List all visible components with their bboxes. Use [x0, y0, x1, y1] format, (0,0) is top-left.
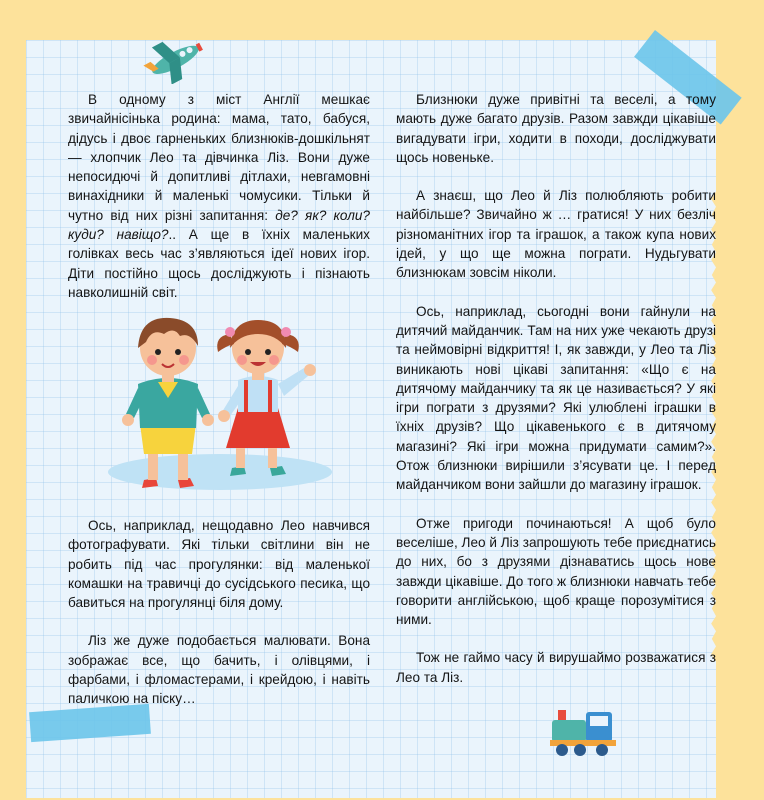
- questions-italic: де? як? коли? куди? навіщо?: [68, 207, 370, 243]
- playground-paragraph: Ось, наприклад, сьогодні вони гайнули на дитячий майданчик. Там на них уже чекають друзі та неймовірні відкриття! І, як завжди, у Лео та Ліз виникають нові цікаві запитання: «Що є на дитячому майданчику та як це називається? У які ігри пограти з друзями? Які улюблені іграшки в їхніх друзів? Що цікавенького є в дитячому магазині? Які ігри можна придумати самим?». Отож близнюки вирішили з’ясувати це. І перед майданчиком вони зайшли до магазину іграшок.: [396, 303, 716, 493]
- girl-figure: [217, 320, 316, 476]
- toy-train-icon: [548, 702, 618, 758]
- right-column-text: [396, 90, 716, 687]
- twins-illustration: [100, 312, 340, 492]
- toy-plane-icon: [140, 34, 210, 84]
- intro-paragraph: В одному з міст Англії мешкає звичайнісінька родина: мама, тато, бабуся, дідусь і двоє гарненьких близнюків-дошкільнят — хлопчик Лео та дівчинка Ліз. Вони дуже непосидючі й допитливі дітлахи, невгамовні винахідники й маленькі чомусики. Тільки й чутно від них різні запитання: де? як? коли? куди? навіщо?.. А ще в їхніх маленьких голівках весь час з’являються ідеї нових ігор. Діти постійно щось досліджують і пізнають навколишній світ.: [68, 92, 370, 300]
- friends-paragraph: Близнюки дуже привітні та веселі, а тому мають дуже багато друзів. Разом завжди цікавіше вигадувати ігри, ходити в походи, досліджувати щось новеньке.: [396, 92, 716, 165]
- liz-drawing-paragraph: Ліз же дуже подобається малювати. Вона зображає все, що бачить, і олівцями, і фарбами, і фломастерами, і крейдою, і навіть паличкою на піску…: [68, 633, 370, 707]
- adventure-paragraph: Отже пригоди починаються! А щоб було веселіше, Лео й Ліз запрошують тебе приєднатись до них, бо з друзями дізнаватись щось нове завжди цікавіше. До того ж близнюки навчать тебе говорити англійською, щоб краще порозумітися з ними.: [396, 515, 716, 628]
- closing-paragraph: Тож не гаймо часу й вирушаймо розважатися з Лео та Ліз.: [396, 650, 716, 685]
- leo-photo-paragraph: Ось, наприклад, нещодавно Лео навчився фотографувати. Які тільки світлини він не робить під час прогулянки: від маленької комашки на травичці до сусідського песика, що бавиться на прогулянці біля дому.: [68, 518, 370, 611]
- left-bottom-text: [68, 516, 370, 709]
- intro-paragraph-block: [68, 90, 370, 302]
- play-paragraph: А знаєш, що Лео й Ліз полюбляють робити найбільше? Звичайно ж … гратися! У них безліч різноманітних ігор та іграшок, а також купа нових ідей, у що ще можна пограти. Нудьгувати близнюкам зовсім ніколи.: [396, 188, 716, 281]
